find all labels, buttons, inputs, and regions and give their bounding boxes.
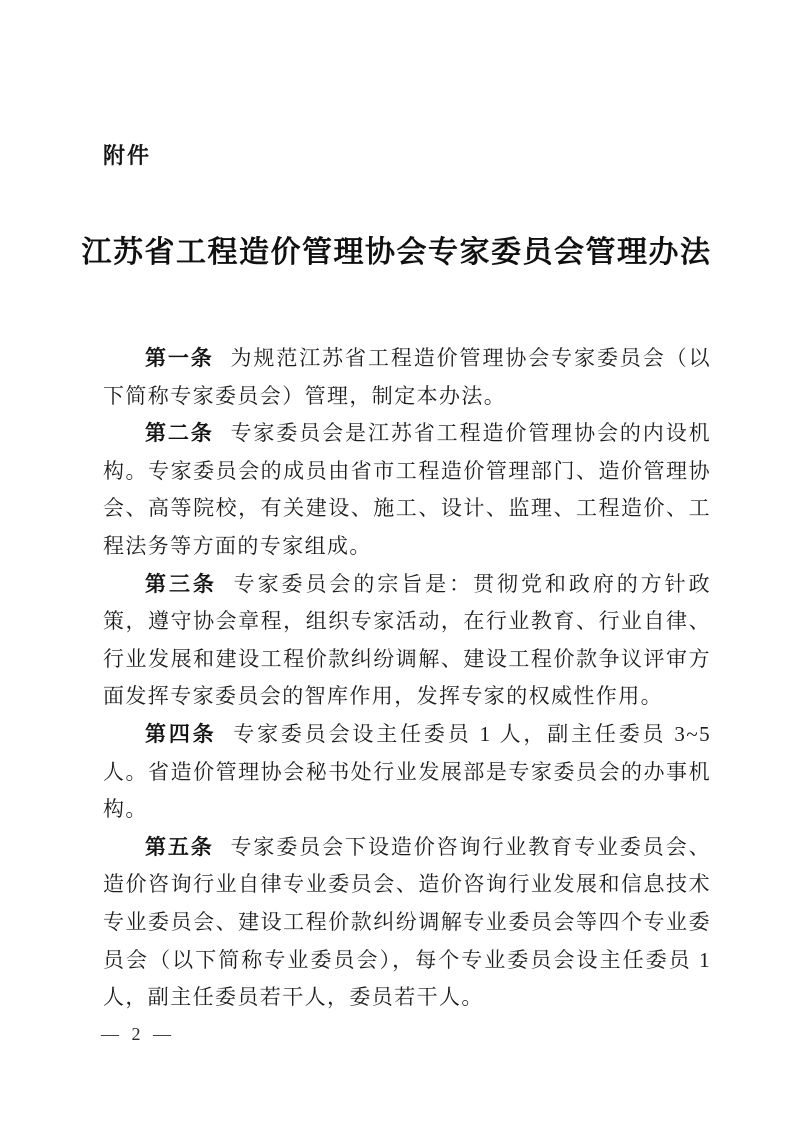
- attachment-label: 附件: [103, 143, 152, 168]
- article-text: 专家委员会是江苏省工程造价管理协会的内设机构。专家委员会的成员由省市工程造价管理部门、造价管理协会、高等院校，有关建设、施工、设计、监理、工程造价、工程法务等方面的专家组成。: [103, 421, 711, 558]
- article-text: 专家委员会的宗旨是：贯彻党和政府的方针政策，遵守协会章程，组织专家活动，在行业教育、行业自律、行业发展和建设工程价款纠纷调解、建设工程价款争议评审方面发挥专家委员会的智库作用，发挥专家的权威性作用。: [103, 571, 712, 709]
- article-paragraph-1: [103, 340, 711, 415]
- article-text: 专家委员会下设造价咨询行业教育专业委员会、造价咨询行业自律专业委员会、造价咨询行业发展和信息技术专业委员会、建设工程价款纠纷调解专业委员会等四个专业委员会（以下简称专业委员会），每个专业委员会设主任委员 1 人，副主任委员若干人，委员若干人。: [103, 834, 711, 1010]
- article-paragraph-2: [103, 415, 711, 565]
- document-body: [103, 340, 711, 1017]
- page-number: — 2 —: [101, 1024, 175, 1044]
- article-paragraph-4: [103, 716, 711, 829]
- article-text: 专家委员会设主任委员 1 人，副主任委员 3~5 人。省造价管理协会秘书处行业发展部是专家委员会的办事机构。: [103, 721, 711, 822]
- article-number: 第四条: [145, 721, 217, 746]
- page-title: 江苏省工程造价管理协会专家委员会管理办法: [81, 236, 712, 269]
- article-number: 第五条: [145, 834, 214, 859]
- article-number: 第二条: [145, 421, 214, 446]
- article-number: 第一条: [145, 346, 214, 370]
- article-paragraph-3: [103, 566, 711, 716]
- article-text: 为规范江苏省工程造价管理协会专家委员会（以下简称专家委员会）管理，制定本办法。: [103, 346, 711, 408]
- article-paragraph-5: [103, 829, 711, 1017]
- article-number: 第三条: [145, 571, 217, 596]
